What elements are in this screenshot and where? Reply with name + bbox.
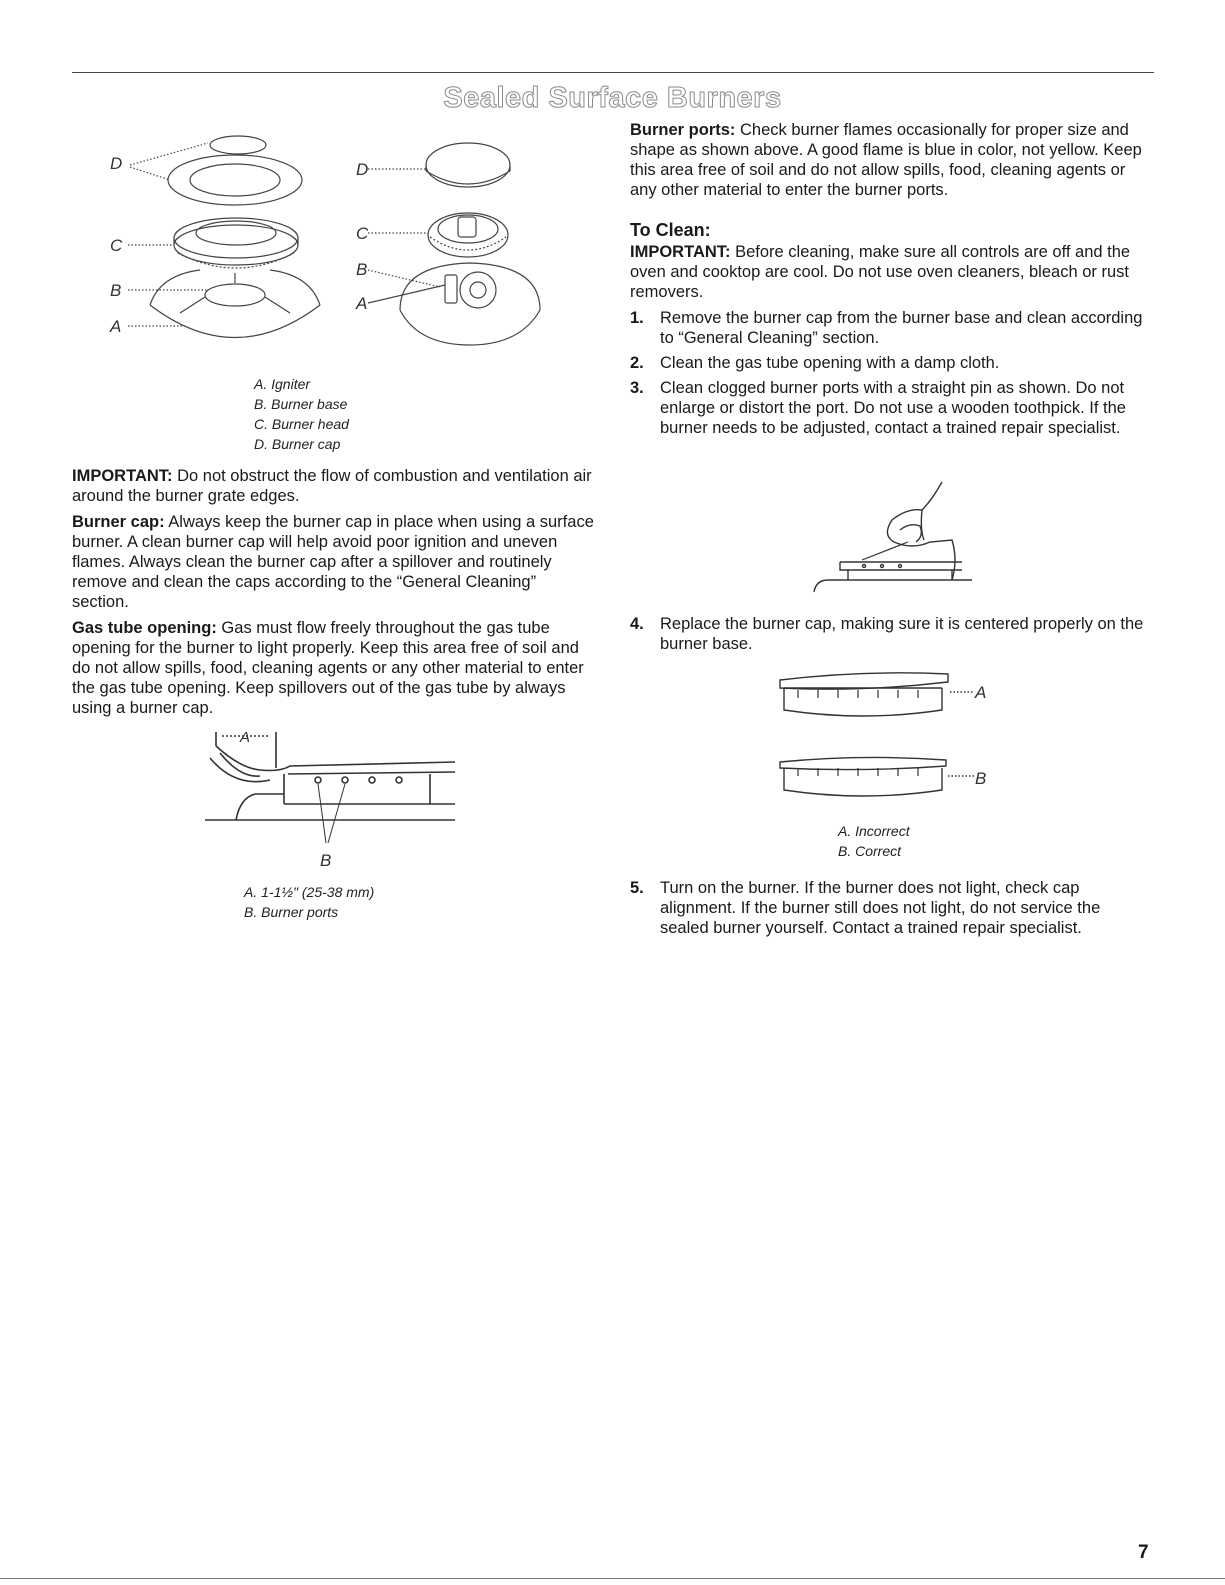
step-4-block xyxy=(630,614,1150,659)
clean-important-label: IMPORTANT: xyxy=(630,243,731,261)
step-3 xyxy=(630,378,1150,438)
burner-cap-paragraph xyxy=(72,512,597,612)
label-left-d: D xyxy=(110,154,123,173)
page-title: Sealed Surface Burners xyxy=(443,82,782,114)
step-1-text: Remove the burner cap from the burner base and clean according to “General Cleaning” section. xyxy=(660,309,1143,347)
pin-cleaning-diagram xyxy=(812,480,982,595)
step-2 xyxy=(630,353,1150,373)
important-text: Do not obstruct the flow of combustion and ventilation air around the burner grate edges. xyxy=(72,467,592,505)
label-left-a: A xyxy=(110,317,122,336)
caption-incorrect: A. Incorrect xyxy=(838,823,910,839)
gas-tube-label: Gas tube opening: xyxy=(72,619,217,637)
label-gap-a: A xyxy=(240,729,251,746)
left-column xyxy=(72,466,597,724)
to-clean-heading: To Clean: xyxy=(630,220,711,240)
step-3-text: Clean clogged burner ports with a straight pin as shown. Do not enlarge or distort the port. Do not use a wooden toothpick. If the burner needs to be adjusted, contact a trained repair specialist. xyxy=(660,379,1126,437)
figure1-caption xyxy=(254,374,349,454)
burner-cap-label: Burner cap: xyxy=(72,513,165,531)
bottom-rule xyxy=(0,1578,1225,1579)
step-5-text: Turn on the burner. If the burner does not light, check cap alignment. If the burner still does not light, do not service the sealed burner yourself. Contact a trained repair specialist. xyxy=(660,879,1101,937)
burner-exploded-diagram xyxy=(100,125,560,365)
label-right-a: A xyxy=(356,294,368,313)
burner-ports-text: Check burner flames occasionally for proper size and shape as shown above. A good flame is blue in color, not yellow. Keep this area free of soil and do not allow spills, food, cleaning agents or any other material to enter the burner ports. xyxy=(630,121,1142,199)
burner-cap-text: Always keep the burner cap in place when using a surface burner. A clean burner cap will help avoid poor ignition and uneven flames. Always clean the burner cap after a spillover and routinely remove and clean the caps according to the “General Cleaning” section. xyxy=(72,513,594,611)
important-paragraph xyxy=(72,466,597,506)
clean-important-text: Before cleaning, make sure all controls are off and the oven and cooktop are cool. Do not use oven cleaners, bleach or rust removers. xyxy=(630,243,1131,301)
step-2-number: 2. xyxy=(630,354,644,372)
step-5 xyxy=(630,878,1150,938)
step-4 xyxy=(630,614,1150,654)
burner-ports-paragraph xyxy=(630,120,1150,200)
caption-burner-cap: D. Burner cap xyxy=(254,436,341,452)
gas-tube-paragraph xyxy=(72,618,597,718)
label-left-c: C xyxy=(110,236,123,255)
step-1 xyxy=(630,308,1150,348)
caption-gap-size: A. 1-1½" (25-38 mm) xyxy=(244,884,375,900)
label-right-b: B xyxy=(356,260,368,279)
step-3-number: 3. xyxy=(630,379,644,397)
step-4-text: Replace the burner cap, making sure it is centered properly on the burner base. xyxy=(660,615,1144,653)
clean-important-paragraph xyxy=(630,242,1150,302)
step-5-number: 5. xyxy=(630,879,644,897)
important-label: IMPORTANT: xyxy=(72,467,173,485)
gas-tube-text: Gas must flow freely throughout the gas tube opening for the burner to light properly. Keep this area free of soil and do not allow spills, food, cleaning agents or any other material to enter the gas tube opening. Keep spillovers out of the gas tube by always using a burner cap. xyxy=(72,619,584,717)
step-2-text: Clean the gas tube opening with a damp cloth. xyxy=(660,354,1000,372)
caption-correct: B. Correct xyxy=(838,843,902,859)
label-right-c: C xyxy=(356,224,369,243)
label-correct-b: B xyxy=(975,769,987,788)
caption-burner-head: C. Burner head xyxy=(254,416,349,432)
top-rule xyxy=(72,72,1154,73)
label-ports-b: B xyxy=(320,851,332,870)
label-incorrect-a: A xyxy=(975,683,987,702)
label-left-b: B xyxy=(110,281,122,300)
burner-ports-label: Burner ports: xyxy=(630,121,736,139)
cap-alignment-diagram xyxy=(778,668,1018,818)
caption-igniter: A. Igniter xyxy=(254,376,311,392)
right-column xyxy=(630,120,1150,443)
figure2-caption xyxy=(244,882,374,922)
page-number: 7 xyxy=(1138,1542,1149,1563)
gas-tube-diagram xyxy=(200,728,460,873)
label-right-d: D xyxy=(356,160,369,179)
caption-burner-ports: B. Burner ports xyxy=(244,904,339,920)
figure4-caption xyxy=(838,821,910,861)
caption-burner-base: B. Burner base xyxy=(254,396,348,412)
step-5-block xyxy=(630,878,1150,943)
step-1-number: 1. xyxy=(630,309,644,327)
step-4-number: 4. xyxy=(630,615,644,633)
